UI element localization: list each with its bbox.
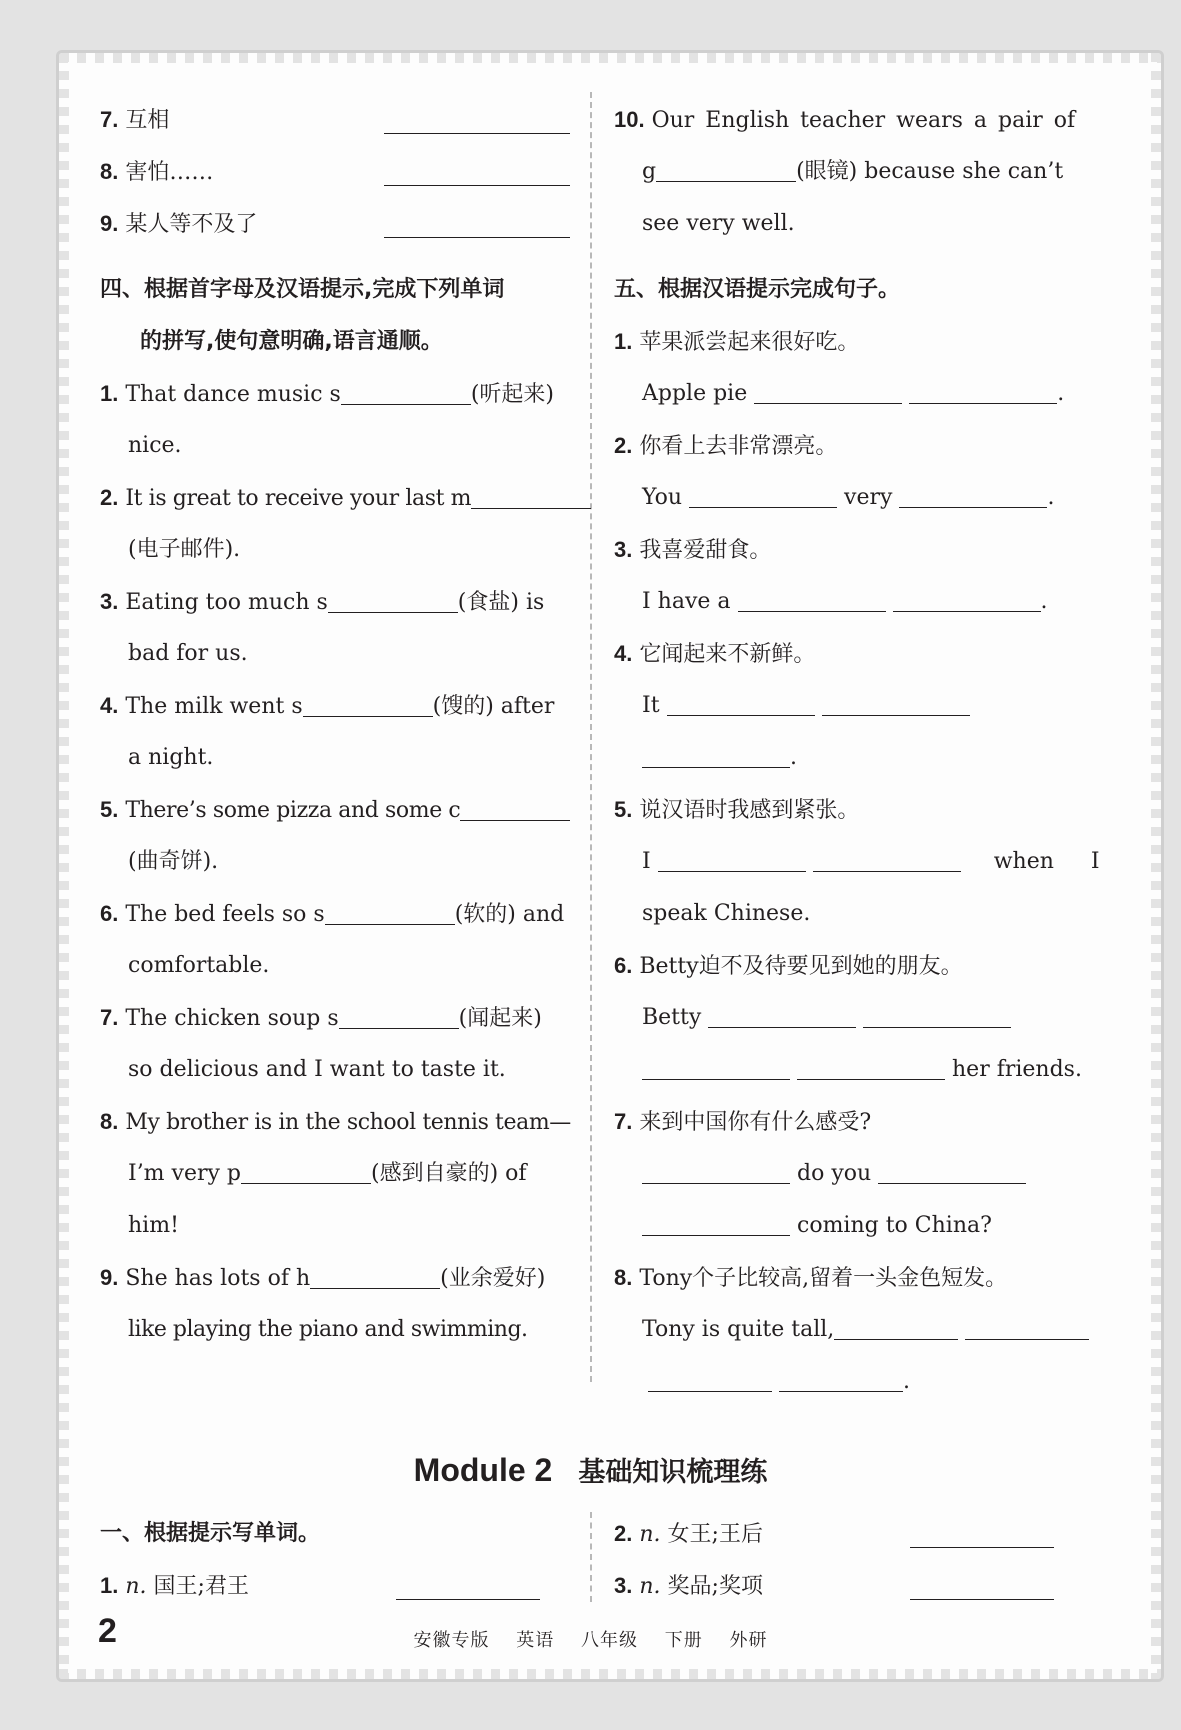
section-4-title-cont: 的拼写,使句意明确,语言通顺。 [140, 329, 443, 354]
question-6: 6. The bed feels so s (软的) and [100, 888, 570, 940]
answer-blank[interactable] [738, 582, 886, 612]
answer-blank[interactable] [797, 1050, 945, 1080]
answer-blank[interactable] [878, 1154, 1026, 1184]
column-divider [590, 92, 592, 1382]
question-8: 8. My brother is in the school tennis team— [100, 1109, 571, 1135]
sentence-3: 3. 我喜爱甜食。 [614, 537, 772, 563]
right-column: 10. Our English teacher wears a pair of g (眼镜) because she can’t see very well. 五、根据汉语提示完成句子。 1. 苹果派尝起来很好吃。 Apple pie . 2. 你看上去非常漂亮。 You very . 3. 我喜爱甜食。 I have a . 4. 它闻起来不新鲜。 It . 5. 说汉语时我感到紧张。 I when I speak Chinese. 6. Betty迫不及待要见到她的朋友。 Betty her friends. 7. 来到中国你有什么感受? do you coming to China? 8. Tony个子比较高,留着一头金色短发。 Tony is quite tall, . [614, 94, 1084, 1408]
answer-blank[interactable] [834, 1310, 958, 1340]
sentence-8: 8. Tony个子比较高,留着一头金色短发。 [614, 1265, 1008, 1291]
question-5: 5. There’s some pizza and some c [100, 784, 570, 836]
answer-blank[interactable] [648, 1362, 772, 1392]
answer-blank[interactable] [241, 1154, 371, 1184]
column-divider [590, 1512, 592, 1602]
answer-blank[interactable] [899, 478, 1047, 508]
answer-blank[interactable] [754, 374, 902, 404]
answer-blank[interactable] [909, 374, 1057, 404]
vocab-item: 7. 互相 [100, 94, 570, 146]
vocab-item: 9. 某人等不及了 [100, 198, 570, 250]
page-border-top [59, 53, 1161, 63]
left-column: 7. 互相 8. 害怕…… 9. 某人等不及了 四、根据首字母及汉语提示,完成下列单词 的拼写,使句意明确,语言通顺。 1. That dance music s (听起来) nice. 2. It is great to receive your last m (电子邮件). 3. Eating too much s (食盐) is bad for us. 4. The milk went s (馊的) after a night. 5. There’s some pizza and some c (曲奇饼). 6. The bed feels so s (软的) and comfortable. 7. The chicken soup s (闻起来) so delicious and I want to taste it. 8. My brother is in the school tennis team— I’m very p (感到自豪的) of him! 9. She has lots of h (业余爱好) like playing the piano and swimming. [100, 94, 570, 1356]
answer-blank[interactable] [325, 895, 455, 925]
section-1-cont [614, 1508, 1084, 1612]
answer-blank[interactable] [642, 738, 790, 768]
answer-blank[interactable] [303, 687, 433, 717]
page-border-right [1151, 53, 1161, 1679]
vocab-item: 8. 害怕…… [100, 146, 570, 198]
answer-blank[interactable] [310, 1259, 440, 1289]
answer-blank[interactable] [471, 479, 591, 509]
answer-blank[interactable] [384, 133, 570, 134]
sentence-4: 4. 它闻起来不新鲜。 [614, 641, 816, 667]
answer-blank[interactable] [910, 1599, 1054, 1600]
answer-blank[interactable] [642, 1050, 790, 1080]
answer-blank[interactable] [667, 686, 815, 716]
section-1 [100, 1508, 570, 1612]
answer-blank[interactable] [813, 842, 961, 872]
section-1-title: 一、根据提示写单词。 [100, 1521, 321, 1546]
question-7: 7. The chicken soup s (闻起来) [100, 992, 570, 1044]
answer-blank[interactable] [396, 1599, 540, 1600]
question-4: 4. The milk went s (馊的) after [100, 680, 570, 732]
answer-blank[interactable] [384, 237, 570, 238]
answer-blank[interactable] [779, 1362, 903, 1392]
page-border-bottom [59, 1669, 1161, 1679]
answer-blank[interactable] [460, 791, 570, 821]
sentence-7: 7. 来到中国你有什么感受? [614, 1109, 872, 1135]
page-number: 2 [98, 1612, 117, 1650]
question-1: 1. That dance music s (听起来) [100, 368, 570, 420]
module-title: Module 2 基础知识梳理练 [413, 1452, 768, 1488]
answer-blank[interactable] [822, 686, 970, 716]
answer-blank[interactable] [965, 1310, 1089, 1340]
answer-blank[interactable] [910, 1547, 1054, 1548]
sentence-1: 1. 苹果派尝起来很好吃。 [614, 329, 860, 355]
footer-info: 安徽专版 英语 八年级 下册 外研 [413, 1630, 768, 1651]
answer-blank[interactable] [658, 842, 806, 872]
answer-blank[interactable] [708, 998, 856, 1028]
answer-blank[interactable] [642, 1206, 790, 1236]
word-item-3: 3. n. 奖品;奖项 [614, 1560, 1084, 1612]
page-border-left [59, 53, 69, 1679]
answer-blank[interactable] [656, 152, 796, 182]
sentence-5: 5. 说汉语时我感到紧张。 [614, 797, 860, 823]
answer-blank[interactable] [893, 582, 1041, 612]
section-4-title: 四、根据首字母及汉语提示,完成下列单词 [100, 277, 505, 302]
sentence-6: 6. Betty迫不及待要见到她的朋友。 [614, 953, 963, 979]
question-9: 9. She has lots of h (业余爱好) [100, 1252, 570, 1304]
section-5-title: 五、根据汉语提示完成句子。 [614, 277, 901, 302]
answer-blank[interactable] [863, 998, 1011, 1028]
answer-blank[interactable] [328, 583, 458, 613]
question-10: 10. Our English teacher wears a pair of [614, 107, 1076, 133]
answer-blank[interactable] [341, 375, 471, 405]
answer-blank[interactable] [689, 478, 837, 508]
question-3: 3. Eating too much s (食盐) is [100, 576, 570, 628]
word-item-2: 2. n. 女王;王后 [614, 1508, 1084, 1560]
sentence-2: 2. 你看上去非常漂亮。 [614, 433, 838, 459]
answer-blank[interactable] [642, 1154, 790, 1184]
question-2: 2. It is great to receive your last m [100, 472, 570, 524]
answer-blank[interactable] [384, 185, 570, 186]
word-item-1: 1. n. 国王;君王 [100, 1560, 570, 1612]
answer-blank[interactable] [339, 999, 459, 1029]
